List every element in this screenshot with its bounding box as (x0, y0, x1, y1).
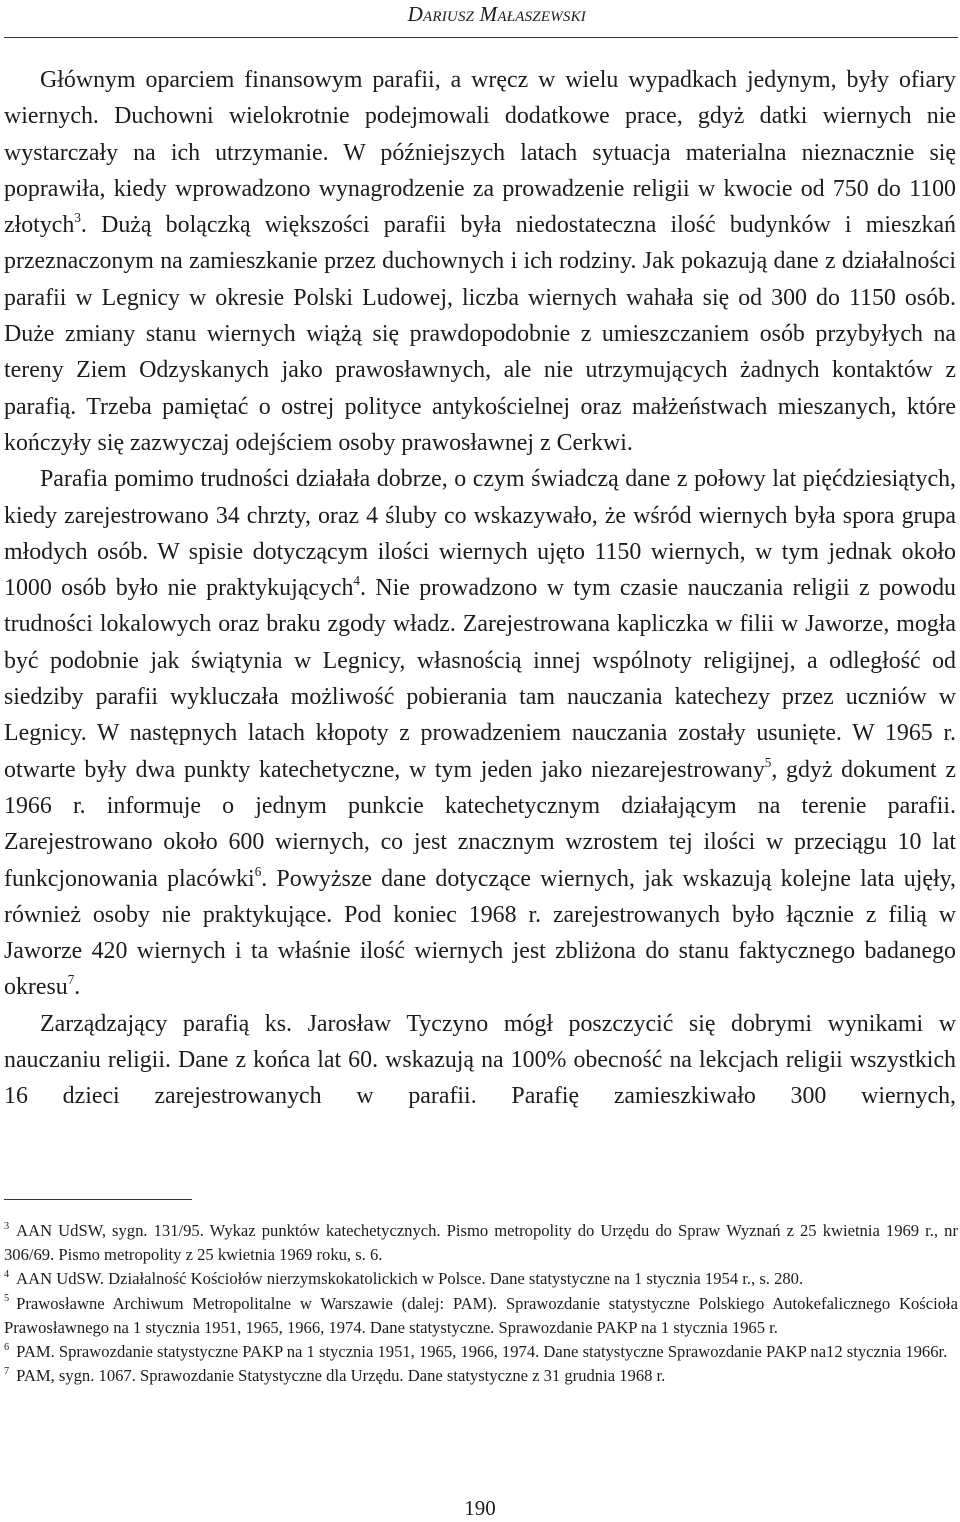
footnote-rule (4, 1199, 192, 1200)
footnote-item (4, 1292, 958, 1340)
footnote-text: Prawosławne Archiwum Metropolitalne w Warszawie (dalej: PAM). Sprawozdanie statystyczne Polskiego Autokefalicznego Kościoła Prawosławnego na 1 stycznia 1951, 1965, 1966, 1974. Dane statystyczne. Sprawozdanie PAKP na 1 stycznia 1965 r. (4, 1293, 958, 1337)
footnote-item (4, 1219, 958, 1267)
footnote-item (4, 1340, 958, 1364)
running-head-author: Dariusz Małaszewski (407, 2, 586, 26)
paragraph-text: , gdyż dokument z 1966 r. informuje o jednym punkcie katechetycznym działającym na terenie parafii. Zarejestrowano około 600 wiernych, co jest znacznym wzrostem tej ilości w przeciągu 10 lat funkcjonowania placówki (4, 756, 956, 892)
footnote-number: 6 (4, 1341, 10, 1353)
paragraph-2 (4, 461, 956, 1005)
main-text (4, 62, 956, 1115)
footnote-text: PAM, sygn. 1067. Sprawozdanie Statystyczne dla Urzędu. Dane statystyczne z 31 grudnia 1968 r. (16, 1366, 666, 1386)
paragraph-text: Głównym oparciem finansowym parafii, a wręcz w wielu wypadkach jedynym, były ofiary wiernych. Duchowni wielokrotnie podejmowali dodatkowe prace, gdyż datki wiernych nie wystarczały na ich utrzymanie. W późniejszych latach sytuacja materialna nieznacznie się poprawiła, kiedy wprowadzono wynagrodzenie za prowadzenie religii w kwocie od 750 do 1100 złotych (4, 67, 956, 239)
footnote-text: AAN UdSW, sygn. 131/95. Wykaz punktów katechetycznych. Pismo metropolity do Urzędu do Spraw Wyznań z 25 kwietnia 1969 r., nr 306/69. Pismo metropolity z 25 kwietnia 1969 roku, s. 6. (4, 1221, 958, 1265)
footnote-ref: 3 (74, 210, 81, 226)
footnote-item (4, 1364, 958, 1388)
footnote-number: 5 (4, 1293, 10, 1305)
footnote-text: PAM. Sprawozdanie statystyczne PAKP na 1 stycznia 1951, 1965, 1966, 1974. Dane statystyczne Sprawozdanie PAKP na12 stycznia 1966r. (16, 1342, 948, 1362)
paragraph-text: Parafia pomimo trudności działała dobrze, o czym świadczą dane z połowy lat pięćdziesiątych, kiedy zarejestrowano 34 chrzty, oraz 4 śluby co wskazywało, że wśród wiernych była spora grupa młodych osób. W spisie dotyczącym ilości wiernych ujęto 1150 wiernych, w tym jednak około 1000 osób było nie praktykujących (4, 466, 956, 602)
footnote-ref: 5 (764, 754, 772, 770)
footnote-number: 4 (4, 1269, 10, 1281)
footnote-number: 3 (4, 1220, 10, 1232)
paragraph-text: . (74, 974, 81, 1001)
footnote-item (4, 1267, 958, 1291)
paragraph-1 (4, 62, 956, 461)
paragraph-text: . Dużą bolączką większości parafii była niedostateczna ilość budynków i mieszkań przeznaczonym na zamieszkanie przez duchownych i ich rodziny. Jak pokazują dane z działalności parafii w Legnicy w okresie Polski Ludowej, liczba wiernych wahała się od 300 do 1150 osób. Duże zmiany stanu wiernych wiążą się prawdopodobnie z umieszczaniem osób przybyłych na tereny Ziem Odzyskanych jako prawosławnych, ale nie utrzymujących żadnych kontaktów z parafią. Trzeba pamiętać o ostrej polityce antykościelnej oraz małżeństwach mieszanych, które kończyły się zazwyczaj odejściem osoby prawosławnej z Cerkwi. (4, 212, 956, 456)
footnote-ref: 7 (67, 972, 75, 988)
footnote-text: AAN UdSW. Działalność Kościołów nierzymskokatolickich w Polsce. Dane statystyczne na 1 stycznia 1954 r., s. 280. (16, 1269, 804, 1289)
footnote-ref: 4 (353, 573, 360, 589)
footnote-ref: 6 (254, 863, 262, 879)
footnotes (4, 1219, 958, 1388)
paragraph-text: . Nie prowadzono w tym czasie nauczania religii z powodu trudności lokalowych oraz braku zgody władz. Zarejestrowana kapliczka w filii w Jaworze, mogła być podobnie jak świątynia w Legnicy, własnością innej wspólnoty religijnej, a odległość od siedziby parafii wykluczała możliwość pobierania tam nauczania katechezy przez uczniów w Legnicy. W następnych latach kłopoty z prowadzeniem nauczania zostały usunięte. W 1965 r. otwarte były dwa punkty katechetyczne, w tym jeden jako niezarejestrowany (4, 575, 956, 783)
footnote-number: 7 (4, 1366, 10, 1378)
paragraph-text: Zarządzający parafią ks. Jarosław Tyczyno mógł poszczycić się dobrymi wynikami w nauczaniu religii. Dane z końca lat 60. wskazują na 100% obecność na lekcjach religii wszystkich 16 dzieci zarejestrowanych w parafii. Parafię zamieszkiwało 300 wiernych, (4, 1010, 956, 1110)
page-number: 190 (464, 1496, 496, 1520)
paragraph-text: . Powyższe dane dotyczące wiernych, jak wskazują kolejne lata ujęły, również osoby nie praktykujące. Pod koniec 1968 r. zarejestrowanych było łącznie z filią w Jaworze 420 wiernych i ta właśnie ilość wiernych jest zbliżona do stanu faktycznego badanego okresu (4, 865, 956, 1001)
paragraph-3 (4, 1006, 956, 1115)
header-rule (4, 37, 958, 38)
